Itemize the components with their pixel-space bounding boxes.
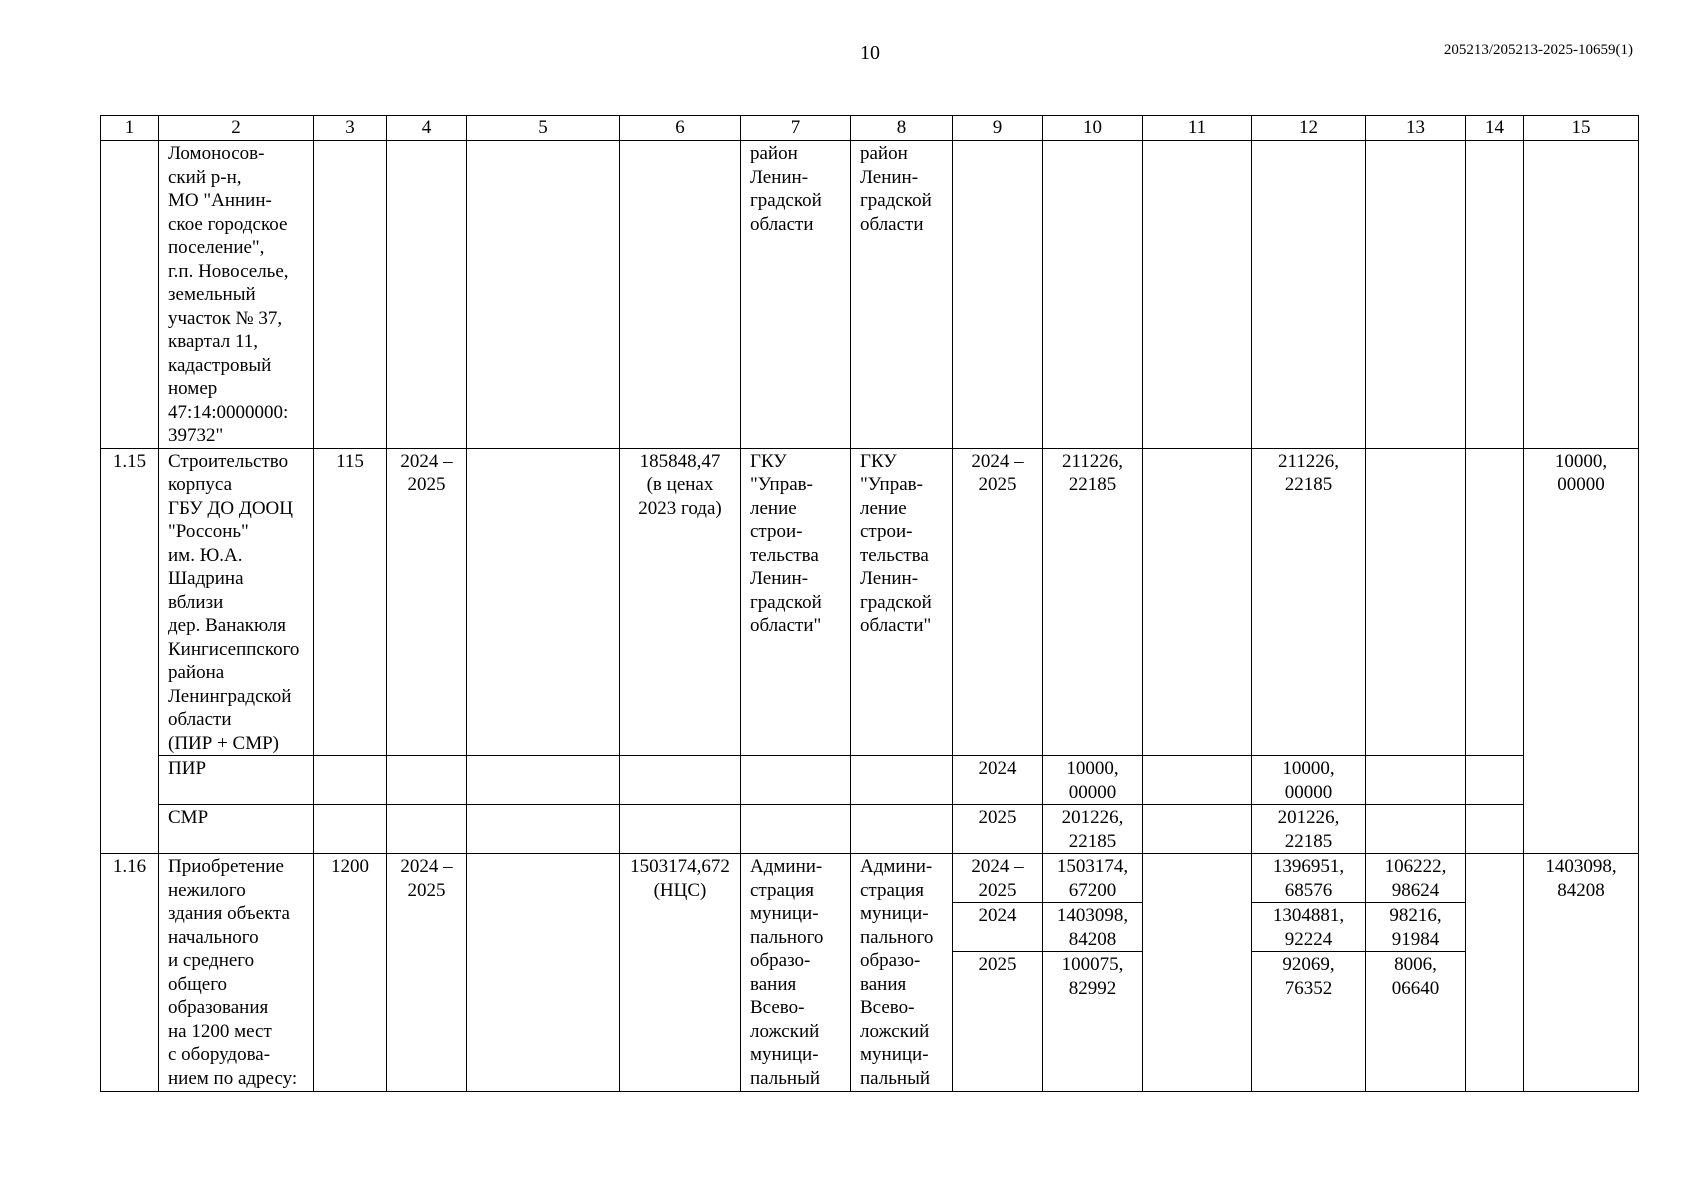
budget-cell: 1396951, 68576 — [1252, 854, 1366, 903]
budget-cell: 201226, 22185 — [1252, 805, 1366, 854]
cell — [1143, 854, 1252, 1092]
table-row-continuation — [101, 141, 1639, 449]
stage-name-cell: ПИР — [159, 756, 314, 805]
capacity-cell: 1200 — [314, 854, 387, 1092]
column-number: 11 — [1143, 116, 1252, 141]
column-number: 14 — [1466, 116, 1524, 141]
cell — [467, 448, 620, 756]
total-cell: 1503174, 67200 — [1043, 854, 1143, 903]
cell — [1466, 141, 1524, 449]
column-number: 12 — [1252, 116, 1366, 141]
column-number: 8 — [851, 116, 953, 141]
local-budget-cell: 98216, 91984 — [1366, 903, 1466, 952]
total-cell: 1403098, 84208 — [1043, 903, 1143, 952]
cell — [1466, 805, 1524, 854]
cell — [1366, 448, 1466, 756]
cost-cell: 185848,47 (в ценах 2023 года) — [620, 448, 741, 756]
cell — [1524, 141, 1639, 449]
cell — [1043, 141, 1143, 449]
developer-cell: ГКУ "Управ- ление строи- тельства Ленин- градской области" — [851, 448, 953, 756]
cell — [1143, 141, 1252, 449]
column-number: 6 — [620, 116, 741, 141]
column-number: 3 — [314, 116, 387, 141]
year-cell: 2025 — [953, 952, 1043, 1092]
cell — [314, 756, 387, 805]
column-number: 15 — [1524, 116, 1639, 141]
total-cell: 201226, 22185 — [1043, 805, 1143, 854]
cell — [620, 805, 741, 854]
local-budget-cell: 8006, 06640 — [1366, 952, 1466, 1092]
developer-cell: район Ленин- градской области — [851, 141, 953, 449]
developer-cell: Админи- страция муници- пального образо- вания Всево- ложский муници- пальный — [851, 854, 953, 1092]
object-name-cell: Ломоносов- ский р-н, МО "Аннин- ское городское поселение", г.п. Новоселье, земельный участок № 37, квартал 11, кадастровый номер 47:14:0000000: 39732" — [159, 141, 314, 449]
total-cell: 10000, 00000 — [1043, 756, 1143, 805]
total-cell: 211226, 22185 — [1043, 448, 1143, 756]
page-number: 10 — [860, 42, 880, 64]
amount-cell: 10000, 00000 — [1524, 448, 1639, 854]
cell — [467, 805, 620, 854]
cell — [467, 141, 620, 449]
cell — [1466, 448, 1524, 756]
period-cell: 2024 – 2025 — [387, 448, 467, 756]
customer-cell: ГКУ "Управ- ление строи- тельства Ленин- градской области" — [741, 448, 851, 756]
table-row-1-15-smr — [101, 805, 1639, 854]
investment-table — [100, 115, 1639, 1092]
cell — [314, 141, 387, 449]
customer-cell: Админи- страция муници- пального образо- вания Всево- ложский муници- пальный — [741, 854, 851, 1092]
period-cell: 2024 – 2025 — [387, 854, 467, 1092]
row-number-cell: 1.16 — [101, 854, 159, 1092]
cell — [1143, 448, 1252, 756]
cell — [620, 141, 741, 449]
column-number: 9 — [953, 116, 1043, 141]
cell — [1366, 141, 1466, 449]
cell — [953, 141, 1043, 449]
capacity-cell: 115 — [314, 448, 387, 756]
year-cell: 2024 – 2025 — [953, 854, 1043, 903]
cell — [1466, 854, 1524, 1092]
row-number-cell: 1.15 — [101, 448, 159, 854]
budget-cell: 1304881, 92224 — [1252, 903, 1366, 952]
total-cell: 100075, 82992 — [1043, 952, 1143, 1092]
column-number-row — [101, 116, 1639, 141]
cell — [1466, 756, 1524, 805]
year-cell: 2024 – 2025 — [953, 448, 1043, 756]
cell — [1366, 756, 1466, 805]
cell — [851, 756, 953, 805]
cell — [467, 854, 620, 1092]
document-code: 205213/205213-2025-10659(1) — [1443, 42, 1633, 58]
year-cell: 2025 — [953, 805, 1043, 854]
cell — [1252, 141, 1366, 449]
object-name-cell: Приобретение нежилого здания объекта начального и среднего общего образования на 1200 мест с оборудова- нием по адресу: — [159, 854, 314, 1092]
column-number: 7 — [741, 116, 851, 141]
cell — [1143, 805, 1252, 854]
cell — [1366, 805, 1466, 854]
stage-name-cell: СМР — [159, 805, 314, 854]
customer-cell: район Ленин- градской области — [741, 141, 851, 449]
amount-cell: 1403098, 84208 — [1524, 854, 1639, 1092]
object-name-cell: Строительство корпуса ГБУ ДО ДООЦ "Россонь" им. Ю.А. Шадрина вблизи дер. Ванакюля Кингисеппского района Ленинградской области (ПИР + СМР) — [159, 448, 314, 756]
cell — [101, 141, 159, 449]
budget-cell: 10000, 00000 — [1252, 756, 1366, 805]
cell — [467, 756, 620, 805]
cell — [1143, 756, 1252, 805]
cell — [387, 141, 467, 449]
local-budget-cell: 106222, 98624 — [1366, 854, 1466, 903]
year-cell: 2024 — [953, 756, 1043, 805]
column-number: 13 — [1366, 116, 1466, 141]
table-row-1-15 — [101, 448, 1639, 756]
cell — [851, 805, 953, 854]
budget-cell: 211226, 22185 — [1252, 448, 1366, 756]
column-number: 4 — [387, 116, 467, 141]
cell — [620, 756, 741, 805]
cell — [314, 805, 387, 854]
cell — [387, 756, 467, 805]
cell — [387, 805, 467, 854]
budget-cell: 92069, 76352 — [1252, 952, 1366, 1092]
year-cell: 2024 — [953, 903, 1043, 952]
column-number: 1 — [101, 116, 159, 141]
cell — [741, 756, 851, 805]
table-row-1-16 — [101, 854, 1639, 903]
column-number: 5 — [467, 116, 620, 141]
table-row-1-15-pir — [101, 756, 1639, 805]
cost-cell: 1503174,672 (НЦС) — [620, 854, 741, 1092]
cell — [741, 805, 851, 854]
column-number: 2 — [159, 116, 314, 141]
column-number: 10 — [1043, 116, 1143, 141]
